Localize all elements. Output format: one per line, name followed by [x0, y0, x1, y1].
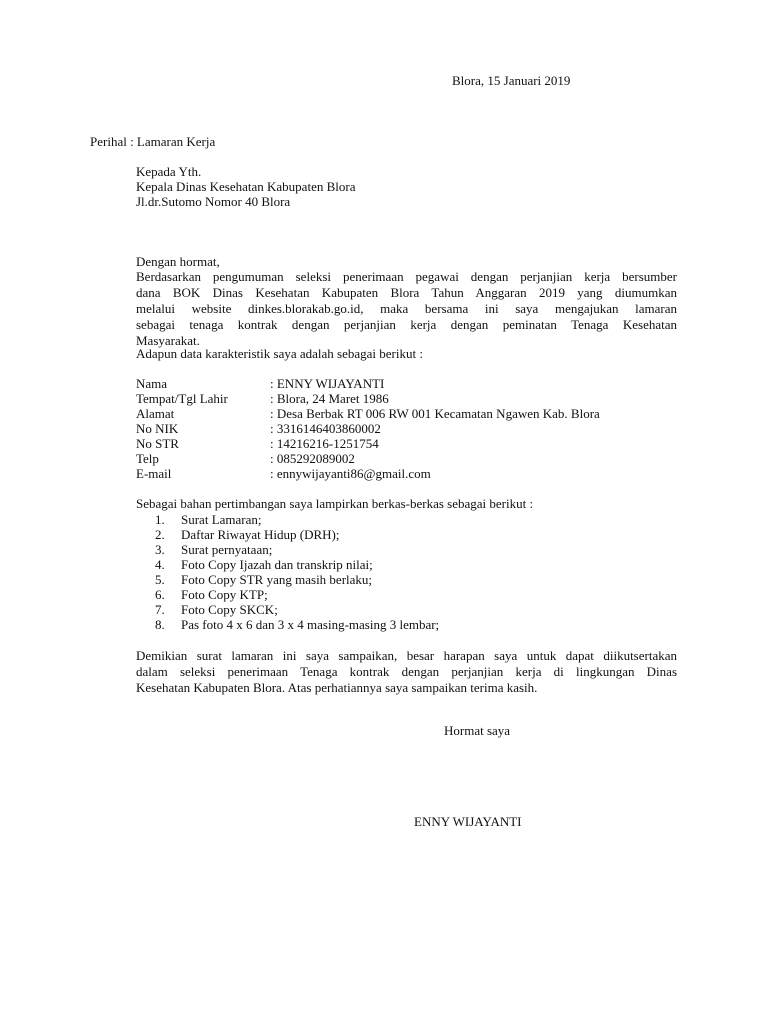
attachments-intro: Sebagai bahan pertimbangan saya lampirkan berkas-berkas sebagai berikut : [136, 496, 534, 511]
list-item-text: Foto Copy Ijazah dan transkrip nilai; [181, 557, 373, 572]
list-item-text: Surat Lamaran; [181, 512, 262, 527]
data-label: Telp [136, 451, 159, 466]
list-item-text: Foto Copy SKCK; [181, 602, 278, 617]
list-item-number: 2. [155, 527, 165, 542]
list-item-text: Foto Copy STR yang masih berlaku; [181, 572, 373, 587]
data-value: : 085292089002 [270, 451, 355, 466]
list-item-number: 1. [155, 512, 165, 527]
opening-paragraph [136, 269, 677, 348]
list-item-number: 3. [155, 542, 165, 557]
list-item-number: 7. [155, 602, 165, 617]
list-item-number: 5. [155, 572, 165, 587]
opening-paragraph-line: sebagai tenaga kontrak dengan perjanjian kerja dengan peminatan Tenaga Kesehatan [136, 317, 677, 332]
opening-paragraph-line: Masyarakat. [136, 333, 200, 348]
data-label: No STR [136, 436, 179, 451]
list-item-text: Daftar Riwayat Hidup (DRH); [181, 527, 340, 542]
list-item-text: Surat pernyataan; [181, 542, 273, 557]
data-value: : 14216216-1251754 [270, 436, 379, 451]
data-value: : ENNY WIJAYANTI [270, 376, 385, 391]
closing-paragraph-line: dalam seleksi penerimaan Tenaga kontrak dengan perjanjian kerja di lingkungan Dinas [136, 664, 677, 679]
place-date: Blora, 15 Januari 2019 [452, 73, 571, 88]
opening-paragraph-line: dana BOK Dinas Kesehatan Kabupaten Blora Tahun Anggaran 2019 yang diumumkan [136, 285, 677, 300]
regards-text: Hormat saya [444, 723, 511, 738]
list-item-number: 4. [155, 557, 165, 572]
data-value: : Blora, 24 Maret 1986 [270, 391, 389, 406]
addressee-recipient: Kepala Dinas Kesehatan Kabupaten Blora [136, 179, 356, 194]
data-value: : 3316146403860002 [270, 421, 381, 436]
addressee-address: Jl.dr.Sutomo Nomor 40 Blora [136, 194, 291, 209]
closing-paragraph-line: Kesehatan Kabupaten Blora. Atas perhatiannya saya sampaikan terima kasih. [136, 680, 538, 695]
addressee-greeting: Kepada Yth. [136, 164, 202, 179]
data-intro: Adapun data karakteristik saya adalah sebagai berikut : [136, 346, 423, 361]
opening-paragraph-line: Berdasarkan pengumuman seleksi penerimaan pegawai dengan perjanjian kerja bersumber [136, 269, 677, 284]
opening-paragraph-line: melalui website dinkes.blorakab.go.id, maka bersama ini saya mengajukan lamaran [136, 301, 677, 316]
data-label: No NIK [136, 421, 179, 436]
data-label: Tempat/Tgl Lahir [136, 391, 228, 406]
subject-line: Perihal : Lamaran Kerja [90, 134, 216, 149]
salutation: Dengan hormat, [136, 254, 220, 269]
list-item-text: Foto Copy KTP; [181, 587, 268, 602]
closing-paragraph [136, 648, 677, 695]
data-label: E-mail [136, 466, 172, 481]
list-item-number: 6. [155, 587, 165, 602]
data-label: Nama [136, 376, 168, 391]
signatory-name: ENNY WIJAYANTI [414, 814, 522, 829]
data-value: : ennywijayanti86@gmail.com [270, 466, 431, 481]
list-item-text: Pas foto 4 x 6 dan 3 x 4 masing-masing 3 lembar; [181, 617, 440, 632]
closing-paragraph-line: Demikian surat lamaran ini saya sampaikan, besar harapan saya untuk dapat diikutsertakan [136, 648, 677, 663]
list-item-number: 8. [155, 617, 165, 632]
data-value: : Desa Berbak RT 006 RW 001 Kecamatan Ngawen Kab. Blora [270, 406, 600, 421]
data-label: Alamat [136, 406, 175, 421]
addressee-block [136, 164, 355, 209]
